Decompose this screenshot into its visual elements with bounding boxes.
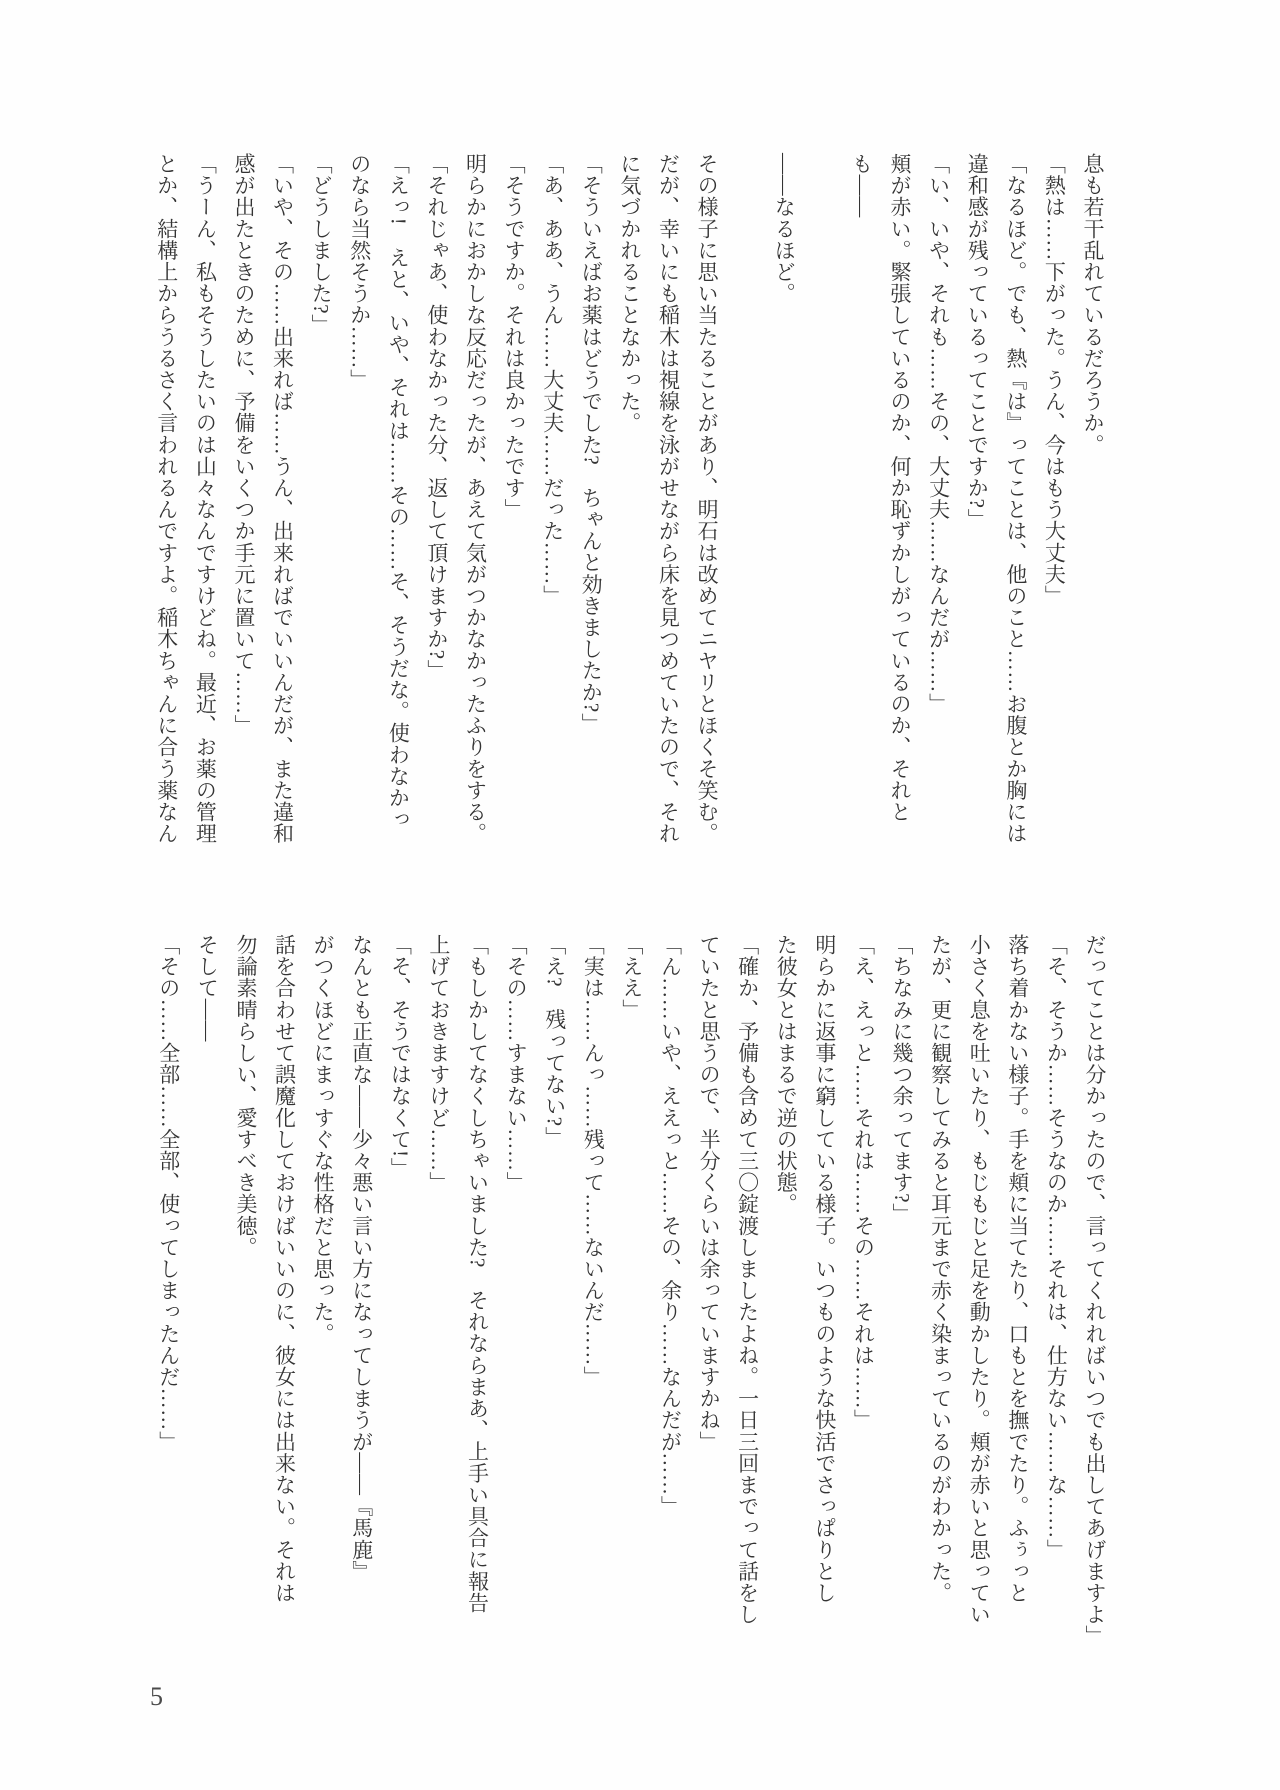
text-column: 「あ、ああ、うん……大丈夫……だった……」 [540, 153, 565, 607]
text-column: 「い、いや、それも……その、大丈夫……なんだが……」 [926, 153, 951, 715]
text-column: 「ええ」 [619, 934, 644, 1021]
text-column: その様子に思い当たることがあり、明石は改めてニヤリとほくそ笑む。 [695, 153, 720, 845]
text-column: なんとも正直な――少々悪い言い方になってしまうが――『馬鹿』 [349, 934, 374, 1582]
text-column: 上げておきますけど……」 [426, 934, 451, 1194]
text-column: 感が出たときのために、予備をいくつか手元に置いて……」 [231, 153, 256, 737]
text-column: 話を合わせて誤魔化しておけばいいのに、彼女には出来ない。それは [272, 934, 297, 1604]
text-column: とか、結構上からうるさく言われるんですよ。稲木ちゃんに合う薬なん [154, 153, 179, 845]
text-column: 「いや、その……出来れば……うん、出来ればでいいんだが、また違和 [270, 153, 295, 845]
text-column: 「そ、そうではなくて!」 [388, 934, 413, 1180]
text-column: に気づかれることなかった。 [617, 153, 642, 434]
text-column: 勿論素晴らしい、愛すべき美徳。 [233, 934, 258, 1258]
text-column: 「え? 残ってない?」 [542, 934, 567, 1149]
text-column: だってことは分かったので、言ってくれればいつでも出してあげますよ」 [1083, 934, 1107, 1647]
text-column: のなら当然そうか……」 [347, 153, 372, 391]
text-column: 「もしかしてなくしちゃいました? それならまあ、上手い具合に報告 [465, 934, 490, 1614]
text-column: 息も若干乱れているだろうか。 [1081, 153, 1105, 456]
text-column [803, 153, 842, 883]
text-column: 明らかに返事に窮している様子。いつものような快活でさっぱりとし [812, 934, 837, 1604]
text-column: た彼女とはまるで逆の状態。 [774, 934, 799, 1215]
text-column: 頬が赤い。緊張しているのか、何か恥ずかしがっているのか、それと [888, 153, 913, 823]
text-column [726, 153, 765, 883]
text-column: 「ん……いや、ええっと……その、余り……なんだが……」 [658, 934, 683, 1518]
text-column: 「その……全部……全部、使ってしまったんだ……」 [156, 934, 181, 1453]
text-column: 「え、えっと……それは……その……それは……」 [851, 934, 876, 1431]
text-column: 「なるほど。でも、熱『は』ってことは、他のこと……お腹とか胸には [1003, 153, 1028, 845]
page-number: 5 [150, 1682, 163, 1711]
text-column: 「そ、そうか……そうなのか……それは、仕方ない……な……」 [1044, 934, 1069, 1561]
text-block-upper [147, 153, 1112, 883]
text-column: 「そういえばお薬はどうでした? ちゃんと効きましたか?」 [579, 153, 604, 735]
text-column: ――なるほど。 [772, 153, 797, 305]
text-column: 「その……すまない……」 [504, 934, 529, 1194]
text-column: 「ちなみに幾つ余ってます?」 [890, 934, 915, 1225]
text-column: 「えっ! えと、いや、それは……その……そ、そうだな。使わなかっ [386, 153, 411, 831]
text-column: 「どうしました?」 [309, 153, 334, 336]
text-column: 「熱は……下がった。うん、今はもう大丈夫」 [1042, 153, 1067, 607]
text-column: そして―― [195, 934, 220, 1042]
text-column: だが、幸いにも稲木は視線を泳がせながら床を見つめていたので、それ [656, 153, 681, 845]
text-column: たが、更に観察してみると耳元まで赤く染まっているのがわかった。 [928, 934, 953, 1604]
text-column: 「それじゃあ、使わなかった分、返して頂けますか?」 [424, 153, 449, 682]
text-column: がつくほどにまっすぐな性格だと思った。 [311, 934, 336, 1345]
text-column: 落ち着かない様子。手を頬に当てたり、口もとを撫でたり。ふぅっと [1005, 934, 1030, 1604]
text-column: 「実は……んっ……残って……ないんだ……」 [581, 934, 606, 1388]
text-column: 「そうですか。それは良かったです」 [502, 153, 527, 521]
text-column: 明らかにおかしな反応だったが、あえて気がつかなかったふりをする。 [463, 153, 488, 845]
text-column: 「確か、予備も含めて三〇錠渡しましたよね。一日三回までって話をし [735, 934, 760, 1626]
text-column: 小さく息を吐いたり、もじもじと足を動かしたり。頬が赤いと思ってい [967, 934, 992, 1626]
text-column: ていたと思うので、半分くらいは余っていますかね」 [697, 934, 722, 1453]
text-column: 違和感が残っているってことですか?」 [965, 153, 990, 531]
text-column: も―― [849, 153, 874, 218]
text-block-lower [149, 934, 1114, 1647]
text-column: 「うーん、私もそうしたいのは山々なんですけどね。最近、お薬の管理 [193, 153, 218, 845]
